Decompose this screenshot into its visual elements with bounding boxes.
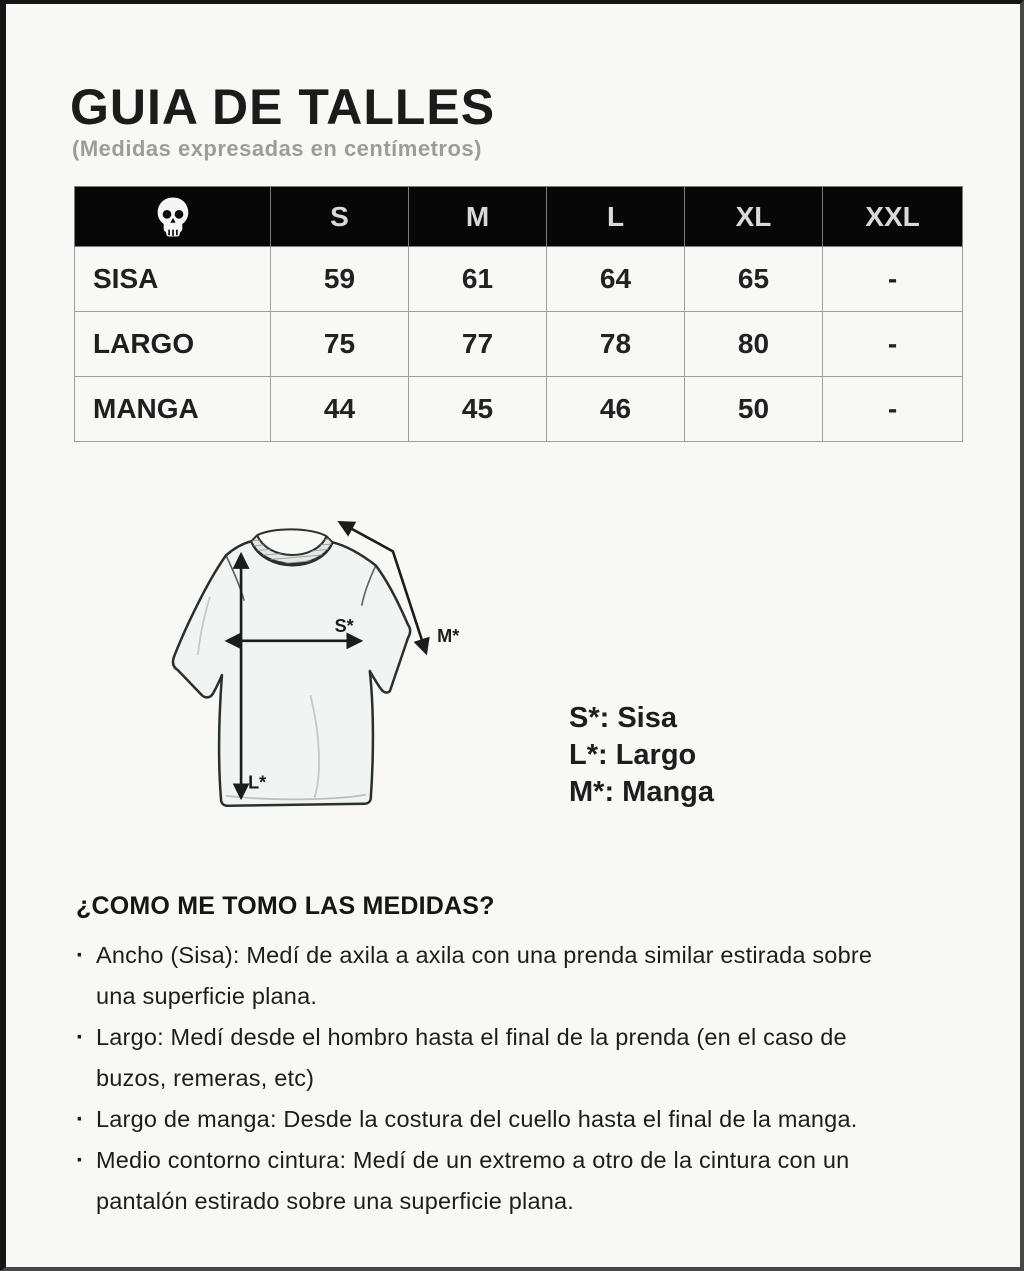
instructions-section [76,892,976,1222]
logo-header-cell [75,187,271,247]
bullet-dot: · [76,1106,84,1133]
legend-item-largo: L*: Largo [569,739,697,771]
size-value: - [823,377,963,442]
size-value: 61 [409,247,547,312]
size-value: 46 [547,377,685,442]
legend-item-manga: M*: Manga [569,776,714,808]
instruction-text: Medio contorno cintura: Medí de un extremo a otro de la cintura con un pantalón estirado sobre una superficie plana. [96,1147,850,1214]
size-value: 44 [271,377,409,442]
size-value: - [823,312,963,377]
size-value: - [823,247,963,312]
instructions-heading: ¿COMO ME TOMO LAS MEDIDAS? [76,892,495,920]
instruction-text: Ancho (Sisa): Medí de axila a axila con una prenda similar estirada sobre una superficie plana. [96,942,873,1009]
instruction-item-cintura [76,1140,976,1222]
row-label: LARGO [75,312,271,377]
page-subtitle: (Medidas expresadas en centímetros) [72,136,482,161]
instruction-text: Largo: Medí desde el hombro hasta el final de la prenda (en el caso de buzos, remeras, etc) [96,1024,847,1091]
column-header-l: L [547,187,685,247]
column-header-m: M [409,187,547,247]
instruction-text: Largo de manga: Desde la costura del cuello hasta el final de la manga. [96,1106,858,1132]
size-value: 78 [547,312,685,377]
size-value: 45 [409,377,547,442]
table-row-sisa [75,247,963,312]
table-row-manga [75,377,963,442]
sleeve-label: M* [437,625,460,646]
bullet-dot: · [76,1147,84,1174]
page-title: GUIA DE TALLES [70,79,496,135]
table-header-row [75,187,963,247]
table-row-largo [75,312,963,377]
size-value: 75 [271,312,409,377]
size-value: 65 [685,247,823,312]
skull-icon [75,196,270,238]
column-header-s: S [271,187,409,247]
measurement-legend [569,700,714,811]
instruction-item-ancho [76,935,976,1017]
tshirt-diagram [146,484,491,846]
chest-label: S* [334,615,354,636]
size-value: 59 [271,247,409,312]
size-value: 64 [547,247,685,312]
bullet-dot: · [76,942,84,969]
size-value: 77 [409,312,547,377]
instruction-item-largo-manga [76,1099,976,1140]
instruction-item-largo [76,1017,976,1099]
column-header-xxl: XXL [823,187,963,247]
column-header-xl: XL [685,187,823,247]
bullet-dot: · [76,1024,84,1051]
row-label: MANGA [75,377,271,442]
size-table [74,186,963,442]
length-label: L* [248,772,267,793]
size-value: 80 [685,312,823,377]
row-label: SISA [75,247,271,312]
tshirt-outline [173,541,410,805]
size-value: 50 [685,377,823,442]
legend-item-sisa: S*: Sisa [569,702,677,734]
